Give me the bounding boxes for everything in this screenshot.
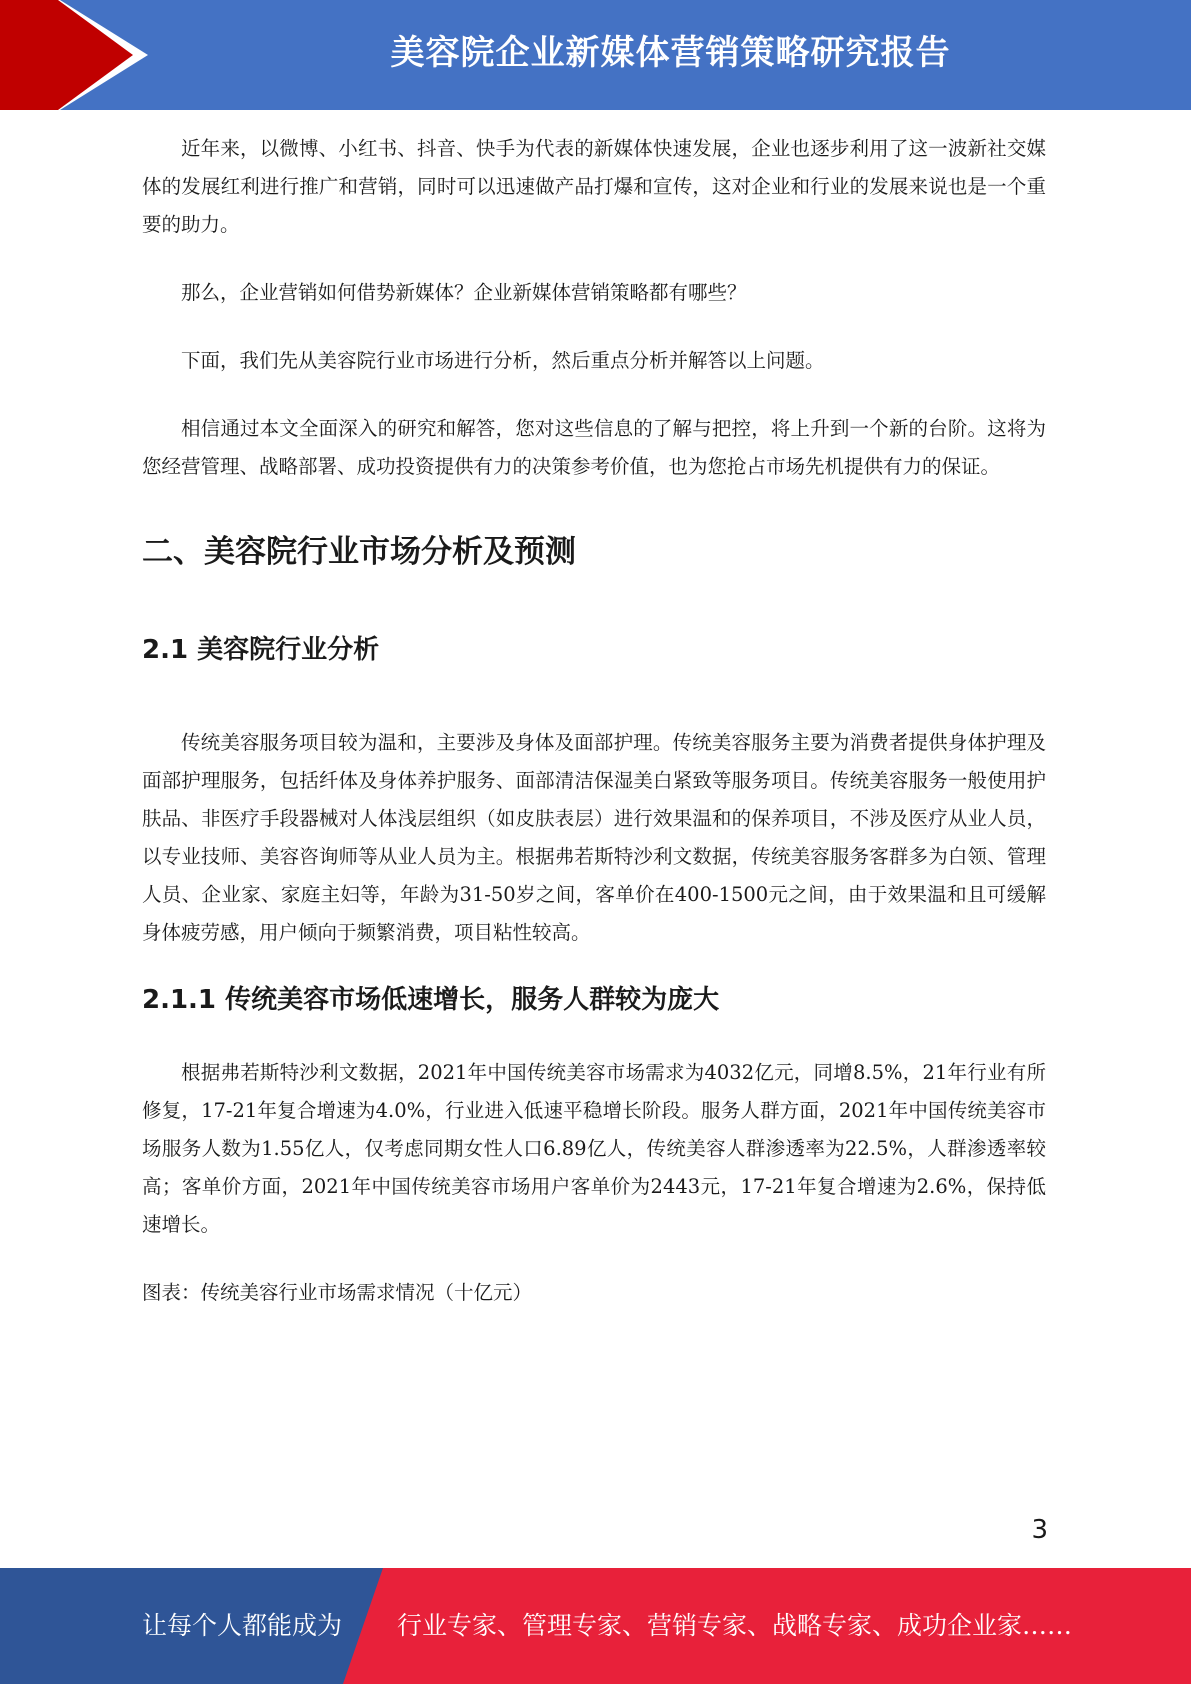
page-header — [0, 0, 1191, 110]
intro-paragraph-1: 近年来，以微博、小红书、抖音、快手为代表的新媒体快速发展，企业也逐步利用了这一波新社交媒体的发展红利进行推广和营销，同时可以迅速做产品打爆和宣传，这对企业和行业的发展来说也是一个重要的助力。 — [142, 137, 1046, 236]
page-content — [142, 130, 1046, 1312]
footer-slogan-left: 让每个人都能成为 — [142, 1611, 343, 1640]
intro-paragraph-2: 那么，企业营销如何借势新媒体？企业新媒体营销策略都有哪些？ — [181, 281, 747, 304]
footer-slogan-right: 行业专家、管理专家、营销专家、战略专家、成功企业家…… — [397, 1611, 1073, 1640]
page-number: 3 — [1031, 1515, 1048, 1545]
section-heading: 二、美容院行业市场分析及预测 — [142, 534, 576, 570]
page-footer — [0, 1568, 1191, 1684]
intro-paragraph-4: 相信通过本文全面深入的研究和解答，您对这些信息的了解与把控，将上升到一个新的台阶。这将为您经营管理、战略部署、成功投资提供有力的决策参考价值，也为您抢占市场先机提供有力的保证。 — [142, 417, 1046, 478]
subsection-heading-2-1-1: 2.1.1 传统美容市场低速增长，服务人群较为庞大 — [142, 985, 720, 1015]
subsection-2-1-paragraph: 传统美容服务项目较为温和，主要涉及身体及面部护理。传统美容服务主要为消费者提供身体护理及面部护理服务，包括纤体及身体养护服务、面部清洁保湿美白紧致等服务项目。传统美容服务一般使用护肤品、非医疗手段器械对人体浅层组织（如皮肤表层）进行效果温和的保养项目，不涉及医疗从业人员，以专业技师、美容咨询师等从业人员为主。根据弗若斯特沙利文数据，传统美容服务客群多为白领、管理人员、企业家、家庭主妇等，年龄为31-50岁之间，客单价在400-1500元之间，由于效果温和且可缓解身体疲劳感，用户倾向于频繁消费，项目粘性较高。 — [142, 731, 1046, 944]
figure-caption: 图表：传统美容行业市场需求情况（十亿元） — [142, 1281, 533, 1304]
subsection-heading-2-1: 2.1 美容院行业分析 — [142, 635, 380, 665]
header-arrow-decoration — [0, 0, 160, 110]
report-title: 美容院企业新媒体营销策略研究报告 — [390, 33, 951, 73]
intro-paragraph-3: 下面，我们先从美容院行业市场进行分析，然后重点分析并解答以上问题。 — [181, 349, 825, 372]
subsection-2-1-1-paragraph: 根据弗若斯特沙利文数据，2021年中国传统美容市场需求为4032亿元，同增8.5%，21年行业有所修复，17-21年复合增速为4.0%，行业进入低速平稳增长阶段。服务人群方面，2021年中国传统美容市场服务人数为1.55亿人，仅考虑同期女性人口6.89亿人，传统美容人群渗透率为22.5%，人群渗透率较高；客单价方面，2021年中国传统美容市场用户客单价为2443元，17-21年复合增速为2.6%，保持低速增长。 — [142, 1061, 1046, 1236]
